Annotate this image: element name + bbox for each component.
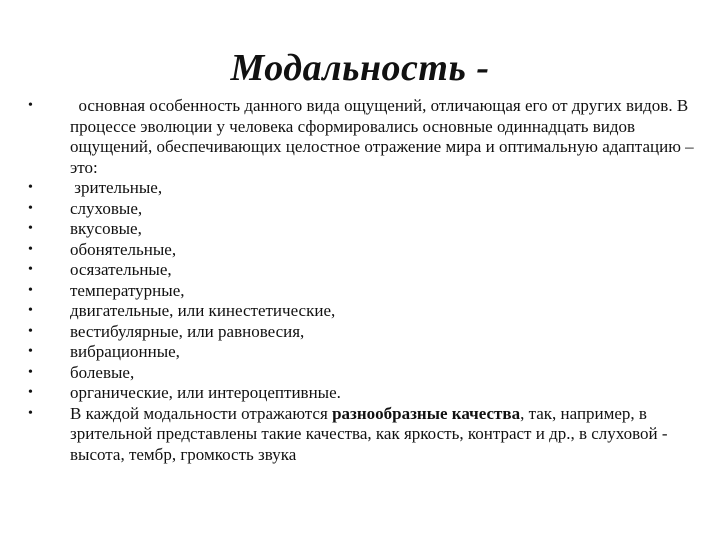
list-item-text: вибрационные, (70, 342, 180, 361)
list-item (28, 281, 700, 302)
list-item-text: обонятельные, (70, 239, 177, 259)
list-item-text: органические, или интероцептивные. (70, 383, 341, 402)
list-item-text: температурные, (70, 280, 185, 300)
list-item (28, 219, 700, 240)
list-item (28, 301, 700, 322)
bullet-icon: • (28, 98, 33, 113)
bullet-icon: • (28, 180, 33, 195)
list-item-text (70, 404, 700, 466)
list-item-text: двигательные, или кинестетические, (70, 301, 336, 320)
list-item-text: основная особенность данного вида ощущений, отличающая его от других видов. В процессе эволюции у человека сформировались основные одиннадцать видов ощущений, обеспечивающих целостное отражение мира и оптимальную адаптацию – это: (70, 96, 698, 177)
list-item (28, 178, 700, 199)
list-item-text: зрительные, (70, 178, 163, 197)
list-item (28, 404, 700, 466)
bullet-icon: • (28, 323, 33, 339)
list-item (28, 96, 700, 178)
bullet-icon: • (28, 405, 33, 421)
slide-title: Модальность - (230, 47, 490, 89)
bullet-icon: • (28, 221, 33, 236)
bullet-icon: • (28, 282, 33, 298)
list-item-text: вкусовые, (70, 219, 142, 238)
bullet-icon: • (28, 241, 33, 257)
list-item (28, 199, 700, 220)
list-item-text-after: , так, например, в зрительной представлены такие качества, как яркость, контраст и др., в слуховой - высота, тембр, громкость звука (70, 403, 668, 464)
list-item-text-bold: разнообразные качества (332, 403, 521, 423)
bullet-icon: • (28, 200, 33, 216)
bullet-list (28, 96, 700, 465)
list-item-text: слуховые, (70, 198, 143, 218)
list-item-text-before: В каждой модальности отражаются (70, 403, 333, 423)
list-item (28, 322, 700, 343)
list-item (28, 260, 700, 281)
list-item-text: вестибулярные, или равновесия, (70, 321, 305, 341)
bullet-icon: • (28, 303, 33, 318)
list-item-text: осязательные, (70, 260, 172, 279)
list-item (28, 240, 700, 261)
bullet-icon: • (28, 385, 33, 400)
list-item (28, 383, 700, 404)
list-item (28, 363, 700, 384)
list-item-text: болевые, (70, 362, 135, 382)
bullet-icon: • (28, 262, 33, 277)
bullet-icon: • (28, 364, 33, 380)
list-item (28, 342, 700, 363)
bullet-icon: • (28, 344, 33, 359)
